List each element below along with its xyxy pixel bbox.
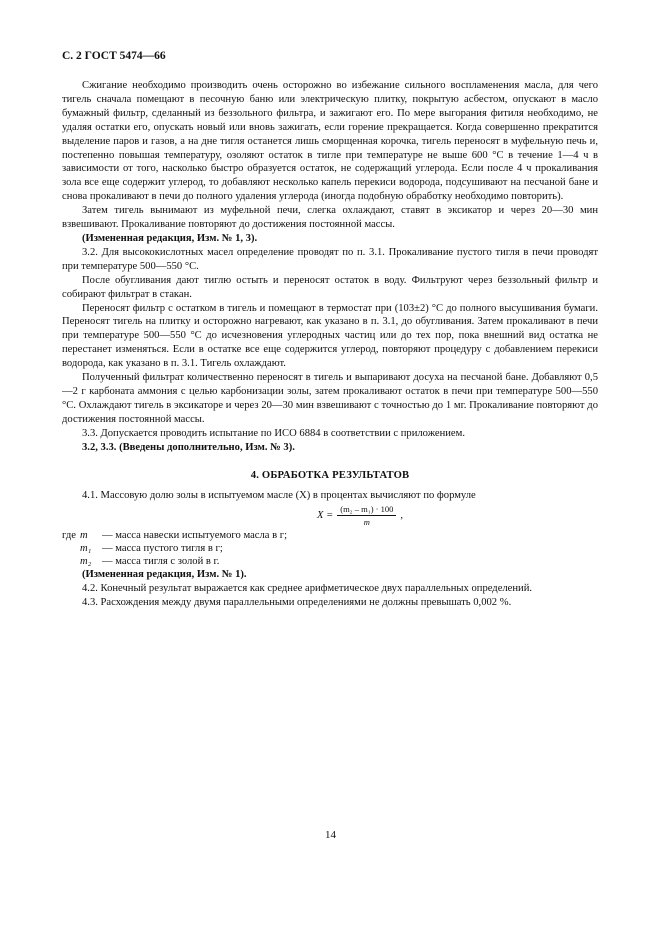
formula-fraction (337, 504, 396, 527)
page-number: 14 (325, 829, 336, 841)
definition-lead (62, 556, 80, 569)
paragraph-filter: Переносят фильтр с остатком в тигель и помещают в термостат при (103±2) °С до полного высушивания бумаги. Переносят тигель на плитку и осторожно нагревают, как указано в п. 3.1, до обугливания. Затем прокаливают в печи при температуре 500—550 °С до исчезновения углеродных частиц или до тех пор, пока внешний вид остатка не перестанет изменяться. Если в остатке все еще содержится углерод, повторяют процедуру с добавлением перекиси водорода, как указано в п. 3.1. Тигель охлаждают. (62, 302, 598, 370)
formula-lhs: X = (316, 510, 334, 522)
paragraph-4-1: 4.1. Массовую долю золы в испытуемом масле (X) в процентах вычисляют по формуле (82, 490, 476, 502)
definition-symbol: m₂ (80, 555, 92, 567)
amendment-note-2: 3.2, 3.3. (Введены дополнительно, Изм. № 3). (82, 441, 295, 453)
paragraph-filtrate: Полученный фильтрат количественно переносят в тигель и выпаривают досуха на песчаной бане. Добавляют 0,5—2 г карбоната аммония с целью карбонизации золы, затем прокаливают остаток в печи при температуре 500—550 °С. Охлаждают тигель в эксикаторе и через 20—30 мин взвешивают с точностью до 1 мг. Прокаливание повторяют до достижения постоянной массы. (62, 372, 598, 425)
definition-row (62, 556, 598, 569)
paragraph-charring: После обугливания дают тиглю остыть и переносят остаток в воду. Фильтруют через беззольный фильтр и собирают фильтрат в стакан. (62, 274, 598, 300)
definition-symbol: m (80, 530, 88, 542)
paragraph-combustion: Сжигание необходимо производить очень осторожно во избежание сильного воспламенения масла, для чего тигель сначала помещают в песочную баню или электрическую плитку, покрытую асбестом, опускают в масло бумажный фильтр, сделанный из беззольного фильтра, и зажигают его. По мере выгорания фитиля необходимо, не удаляя остатки его, опускать новый или вновь зажигать, если горение прекращается. Когда совершенно прекратится выделение паров и газов, а на дне тигля останется лишь сморщенная корочка, тигель переносят в муфельную печь и, постепенно повышая температуру, озоляют остаток в тигле при температуре не выше 600 °С в течение 1—4 ч в зависимости от того, насколько быстро образуется остаток, не содержащий углерода. Если после 4 ч прокаливания зола все еще содержит углерод, то добавляют несколько капель перекиси водорода, подсушивают на песчаной бане и снова прокаливают в печи до полного удаления углерода (иногда подобную обработку необходимо повторить). (62, 80, 598, 203)
paragraph-weighing: Затем тигель вынимают из муфельной печи, слегка охлаждают, ставят в эксикатор и через 20—30 мин взвешивают. Прокаливание повторяют до достижения постоянной массы. (62, 205, 598, 231)
definition-lead (62, 543, 80, 556)
paragraph-3-3: 3.3. Допускается проводить испытание по ИСО 6884 в соответствии с приложением. (82, 427, 465, 439)
paragraph-4-3: 4.3. Расхождения между двумя параллельными определениями не должны превышать 0,002 %. (82, 596, 512, 608)
definition-row (62, 530, 598, 543)
definition-text: — масса навески испытуемого масла в г; (102, 530, 288, 542)
amendment-note-1: (Измененная редакция, Изм. № 1, 3). (82, 232, 258, 244)
definition-symbol: m₁ (80, 542, 92, 554)
paragraph-4-2: 4.2. Конечный результат выражается как среднее арифметическое двух параллельных определений. (82, 583, 533, 595)
variable-definitions (62, 530, 598, 568)
paragraph-3-2: 3.2. Для высококислотных масел определение проводят по п. 3.1. Прокаливание пустого тигля в печи проводят при температуре 500—550 °С. (62, 246, 598, 272)
formula-tail: , (400, 510, 404, 522)
formula-denominator: m (363, 517, 370, 528)
definition-row (62, 543, 598, 556)
section-title: 4. ОБРАБОТКА РЕЗУЛЬТАТОВ (250, 470, 410, 482)
amendment-note-3: (Измененная редакция, Изм. № 1). (82, 569, 247, 581)
ash-formula (122, 504, 598, 527)
definition-lead: где (62, 530, 76, 542)
formula-numerator: (m₂ – m₁) · 100 (337, 504, 396, 516)
page-header: С. 2 ГОСТ 5474—66 (62, 50, 166, 62)
definition-text: — масса пустого тигля в г; (102, 542, 223, 554)
document-page (62, 50, 598, 610)
definition-text: — масса тигля с золой в г. (102, 555, 220, 567)
